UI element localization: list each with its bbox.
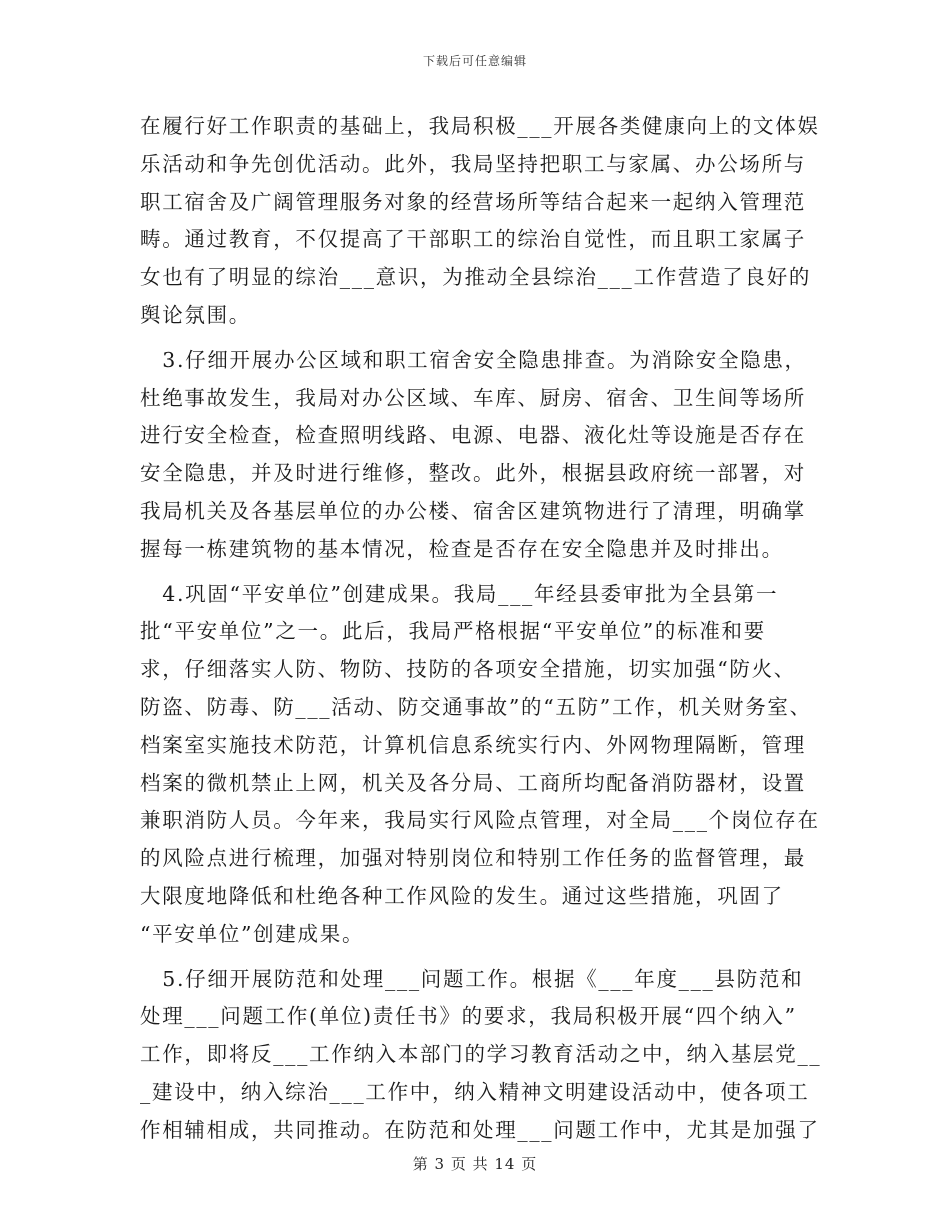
body-line: 处理___问题工作(单位)责任书》的要求，我局积极开展“四个纳入” (140, 1004, 797, 1029)
page-number: 第 3 页 共 14 页 (412, 1155, 538, 1173)
paragraph-4-start: 4.巩固“平安单位”创建成果。我局___年经县委审批为全县第一 (140, 581, 779, 606)
body-line: 作相辅相成，共同推动。在防范和处理___问题工作中，尤其是加强了 (140, 1117, 820, 1142)
body-line: 批“平安单位”之一。此后，我局严格根据“平安单位”的标准和要 (140, 619, 766, 644)
page-header: 下载后可任意编辑 (422, 54, 527, 68)
body-line: 职工宿舍及广阔管理服务对象的经营场所等结合起来一起纳入管理范 (140, 189, 806, 214)
body-line: _建设中，纳入综治___工作中，纳入精神文明建设活动中，使各项工 (140, 1079, 810, 1104)
body-line: 进行安全检查，检查照明线路、电源、电器、液化灶等设施是否存在 (140, 423, 806, 448)
body-line: 求，仔细落实人防、物防、技防的各项安全措施，切实加强“防火、 (140, 657, 796, 682)
body-line: 防盗、防毒、防___活动、防交通事故”的“五防”工作，机关财务室、 (140, 694, 812, 719)
body-line: 我局机关及各基层单位的办公楼、宿舍区建筑物进行了清理，明确掌 (140, 498, 806, 523)
paragraph-5-start: 5.仔细开展防范和处理___问题工作。根据《___年度___县防范和 (140, 966, 804, 991)
body-line: 安全隐患，并及时进行维修，整改。此外，根据县政府统一部署，对 (140, 461, 806, 486)
paragraph-3-start: 3.仔细开展办公区域和职工宿舍安全隐患排查。为消除安全隐患， (140, 347, 807, 372)
body-line: 杜绝事故发生，我局对办公区域、车库、厨房、宿舍、卫生间等场所 (140, 385, 806, 410)
body-line: 大限度地降低和杜绝各种工作风险的发生。通过这些措施，巩固了 (140, 883, 784, 908)
body-line: 在履行好工作职责的基础上，我局积极___开展各类健康向上的文体娱 (140, 114, 820, 138)
body-line: 工作，即将反___工作纳入本部门的学习教育活动之中，纳入基层党__ (140, 1042, 822, 1067)
body-line: 档案室实施技术防范，计算机信息系统实行内、外网物理隔断，管理 (140, 732, 806, 757)
body-line: 畴。通过教育，不仅提高了干部职工的综治自觉性，而且职工家属子 (140, 227, 806, 252)
document-body (140, 108, 820, 1150)
body-line: 的风险点进行梳理，加强对特别岗位和特别工作任务的监督管理，最 (140, 846, 806, 871)
body-line: 档案的微机禁止上网，机关及各分局、工商所均配备消防器材，设置 (140, 770, 806, 795)
body-line: 女也有了明显的综治___意识，为推动全县综治___工作营造了良好的 (140, 265, 812, 290)
body-line: 兼职消防人员。今年来，我局实行风险点管理，对全局___个岗位存在 (140, 808, 820, 833)
body-line: “平安单位”创建成果。 (140, 921, 365, 946)
body-line: 乐活动和争先创优活动。此外，我局坚持把职工与家属、办公场所与 (140, 151, 806, 176)
body-line: 握每一栋建筑物的基本情况，检查是否存在安全隐患并及时排出。 (140, 536, 784, 561)
body-line: 舆论氛围。 (140, 302, 251, 327)
